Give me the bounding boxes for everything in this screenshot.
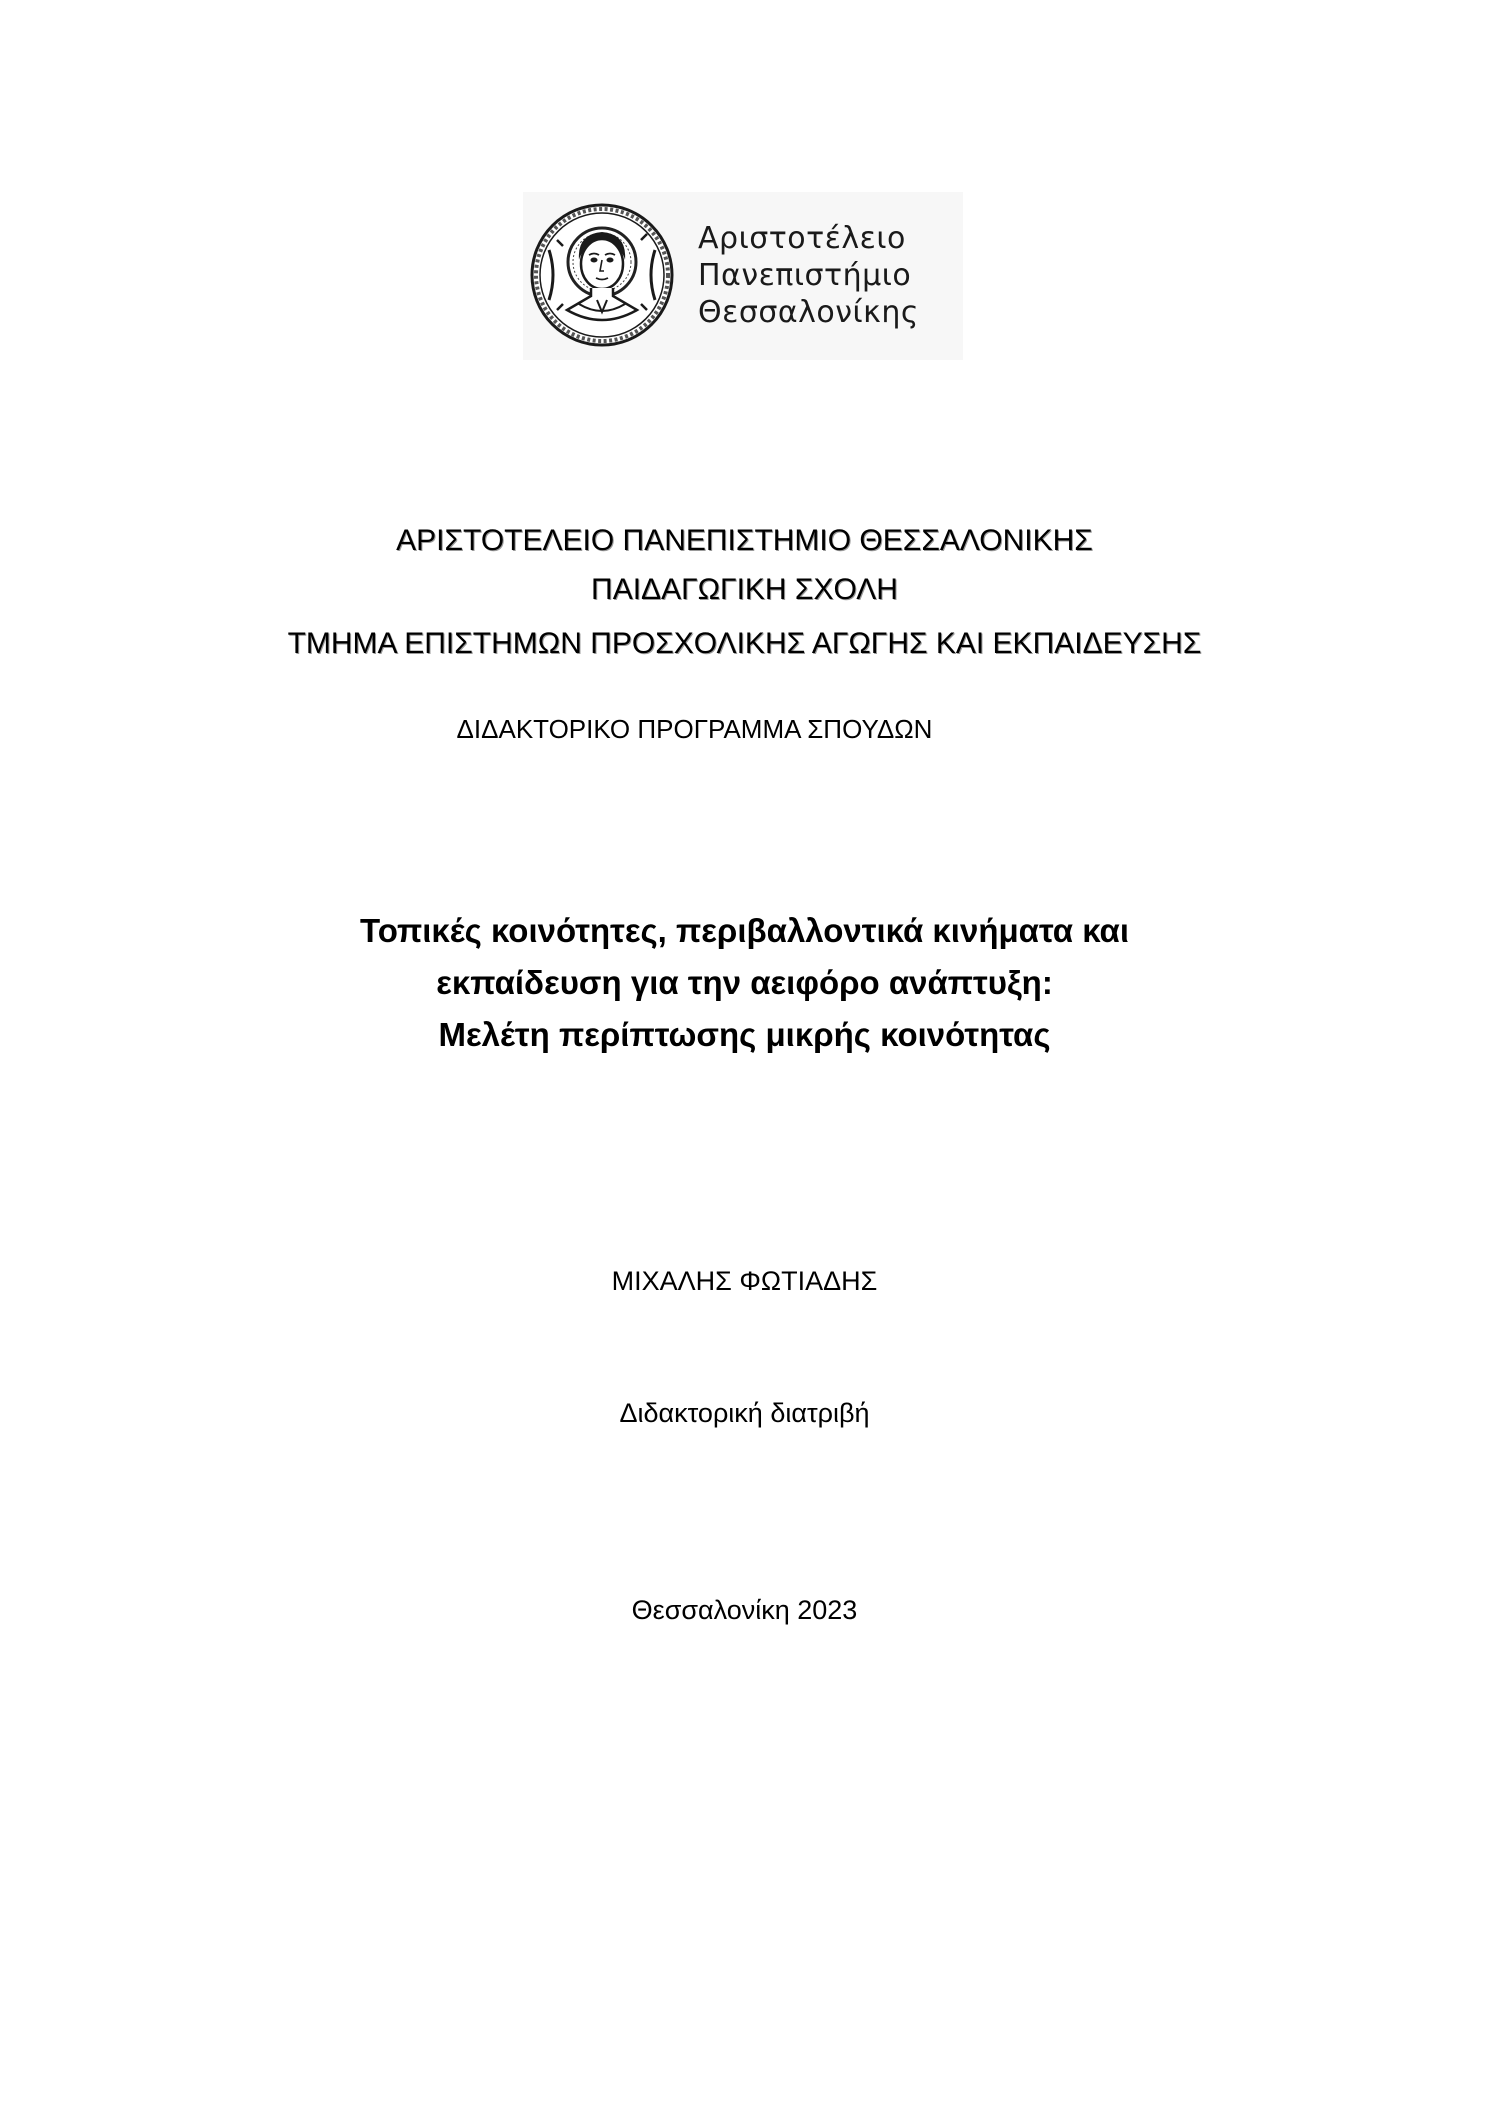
program-name: [0, 712, 1489, 746]
place-year: Θεσσαλονίκη 2023: [631, 1595, 858, 1625]
logo-wordmark: [698, 220, 919, 331]
document-type: Διδακτορική διατριβή: [619, 1398, 870, 1428]
university-logo: [523, 192, 963, 360]
thesis-title-line: Τοπικές κοινότητες, περιβαλλοντικά κινήματα και: [360, 912, 1129, 949]
program-name-text: ΔΙΔΑΚΤΟΡΙΚΟ ΠΡΟΓΡΑΜΜΑ ΣΠΟΥΔΩΝ: [456, 714, 933, 744]
thesis-title-line: Μελέτη περίπτωσης μικρής κοινότητας: [438, 1016, 1051, 1053]
author-name: ΜΙΧΑΛΗΣ ΦΩΤΙΑΔΗΣ: [611, 1266, 878, 1296]
university-name: ΑΡΙΣΤΟΤΕΛΕΙΟ ΠΑΝΕΠΙΣΤΗΜΙΟ ΘΕΣΣΑΛΟΝΙΚΗΣ: [396, 524, 1093, 557]
school-name: ΠΑΙΔΑΓΩΓΙΚΗ ΣΧΟΛΗ: [591, 573, 898, 606]
thesis-title-line: εκπαίδευση για την αειφόρο ανάπτυξη:: [436, 964, 1053, 1001]
logo-wordmark-line: Αριστοτέλειο: [698, 221, 906, 256]
logo-wordmark-line: Πανεπιστήμιο: [698, 258, 912, 293]
logo-wordmark-line: Θεσσαλονίκης: [698, 295, 919, 330]
university-seal-icon: [527, 200, 677, 350]
department-name: ΤΜΗΜΑ ΕΠΙΣΤΗΜΩΝ ΠΡΟΣΧΟΛΙΚΗΣ ΑΓΩΓΗΣ ΚΑΙ ΕΚΠΑΙΔΕΥΣΗΣ: [287, 627, 1202, 660]
